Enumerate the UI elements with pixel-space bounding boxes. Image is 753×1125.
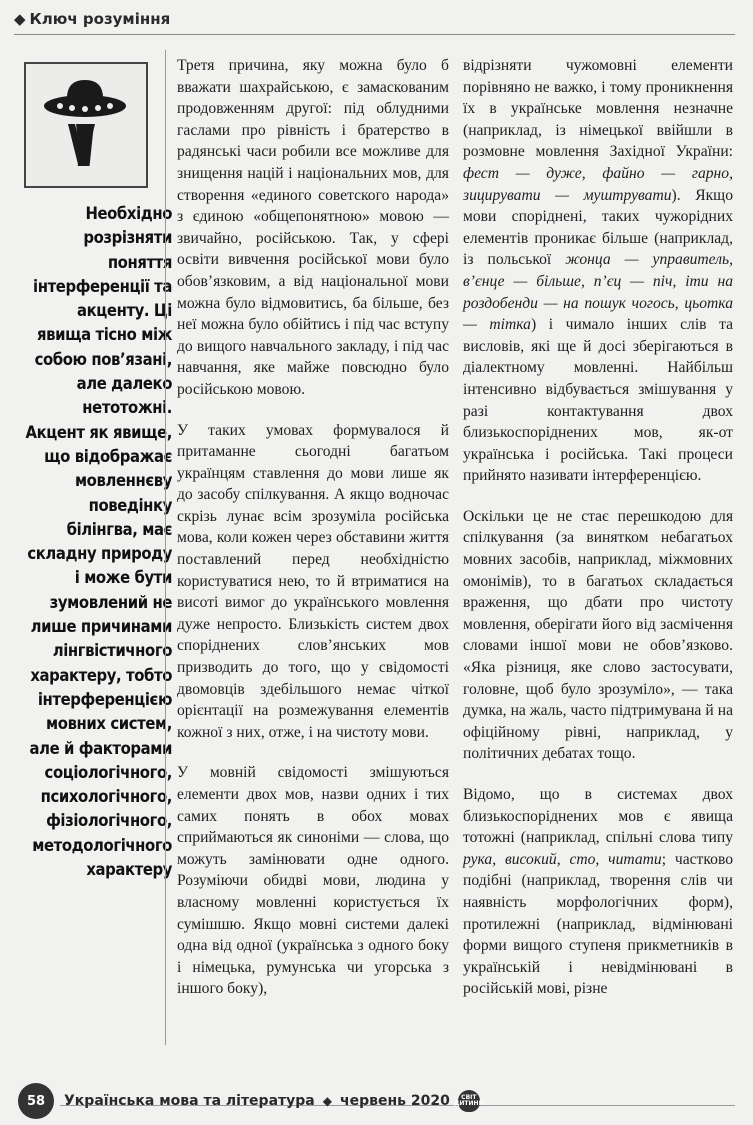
sidebar — [24, 62, 172, 882]
sidebar-note: Необхідно розрізняти поняття інтерференції та акценту. Ці явища тісно між собою пов’язані, але далеко нетотожні. Акцент як явище, що відображає мовленнєву поведінку білінгва, має складну природу і може бути зумовлений не лише причинами лінгвістичного характеру, тобто інтерференцією мовних систем, але й факторами соціологічного, психологічного, фізіологічного, методологічного характеру — [25, 204, 172, 880]
text-run: відрізняти чужомовні елементи порівняно не важко, і тому проникнення їх в українське мовлення незначне (наприклад, із німецької ввійшли в розмовне мовлення Західної України: — [463, 57, 733, 161]
section-header — [14, 10, 170, 28]
publisher-logo-icon: СВІТ ДИТИНИ — [458, 1090, 480, 1112]
example-words: жонца — управитель, в’єнце — більше, п’єц — піч, іти на роздобенди — на пошук чогось, цьотка — тітка — [463, 251, 733, 334]
text-column-1 — [177, 55, 449, 1019]
paragraph — [463, 784, 733, 1000]
example-words: рука, високий, сто, читати — [463, 850, 662, 868]
text-run: ; частково подібні (наприклад, творення слів чи наявність морфологічних форм), протилежні (наприклад, відмінювані форми вищого ступеня прикметників в українській і невідмінювані в російській мові, різне — [463, 850, 733, 998]
page-number: 58 — [18, 1083, 54, 1119]
issue-date: червень 2020 — [339, 1093, 450, 1109]
page-footer — [18, 1083, 484, 1119]
paragraph: Оскільки це не стає перешкодою для спілкування (за винятком небагатьох мовних засобів, наприклад, міжмовних омонімів), то в багатьох складається враження, що дбати про чистоту мовлення, оберігати його від засмічення словами іншої мови не обов’язково. «Яка різниця, яке слово застосувати, головне, щоб було зрозуміло», — така думка, на жаль, часто підтримувана й на офіційному рівні, наприклад, у політичних дебатах тощо. — [463, 507, 733, 763]
paragraph: У таких умовах формувалося й притаманне сьогодні багатьом українцям ставлення до мови лише як до засобу спілкування. А якщо водночас скрізь лунає всім зрозуміла російська мова, коли кожен через обставини життя поставлений перед необхідністю користуватися нею, то й втриматися на висоті вимог до українського мовлення дуже непросто. Близькість систем двох споріднених слов’янських мов призводить до того, що у свідомості двомовців здебільшого немає чіткої орієнтації на розмежування елементів кожної з них, отже, і на чистоту мови. — [177, 421, 449, 741]
icon-frame — [24, 62, 148, 188]
journal-title: Українська мова та література — [64, 1093, 315, 1109]
diamond-icon: ◆ — [14, 10, 26, 28]
diamond-icon: ◆ — [322, 1094, 332, 1108]
text-run: ) і чимало інших слів та висловів, які ще й досі зберігаються в діалектному мовленні. Найбільш інтенсивно відбувається змішування у разі контактування двох близькоспоріднених мов, як-от українська і російська. Такі процеси прийнято називати інтерференцією. — [463, 316, 733, 485]
header-rule — [14, 34, 735, 35]
column-divider — [165, 50, 166, 1045]
example-words: фест — дуже, файно — гарно, зицирувати — муштрувати — [463, 164, 733, 204]
text-run: ). Якщо мови споріднені, таких чужорідних елементів проникає більше (наприклад, із польської — [463, 186, 733, 269]
text-run: Відомо, що в системах двох близькоспоріднених мов є явища тотожні (наприклад, спільні слова типу — [463, 786, 733, 847]
paragraph: У мовній свідомості змішуються елементи двох мов, назви одних і тих самих понять в обох мовах сприймаються як синоніми — слова, що можуть замінювати одне одного. Розуміючи обидві мови, людина у власному мовленні користується їх сумішшю. Якщо мовні системи далекі одна від одної (українська з одного боку і німецька, румунська чи угорська з іншого боку), — [177, 764, 449, 998]
section-title: Ключ розуміння — [29, 10, 171, 28]
text-column-2 — [463, 55, 733, 1019]
paragraph: Третя причина, яку можна було б вважати шахрайською, є замаскованим продовженням другої: під облудними гаслами про рівність і братерство в радянські часи робили все можливе для знищення націй і національних мов, для створення «единого советского народа» з єдиною «общепонятною» мовою — звичайно, російською. Так, у сфері освіти вивчення російської мови було обов’язковим, а від національної мови можна було відмовитись, ба більше, без неї можна було обійтись і під час вступу до вищого навчального закладу, і під час навчання, яке майже повсюдно було російською мовою. — [177, 57, 449, 398]
paragraph — [463, 55, 733, 487]
ufo-icon — [42, 76, 128, 172]
